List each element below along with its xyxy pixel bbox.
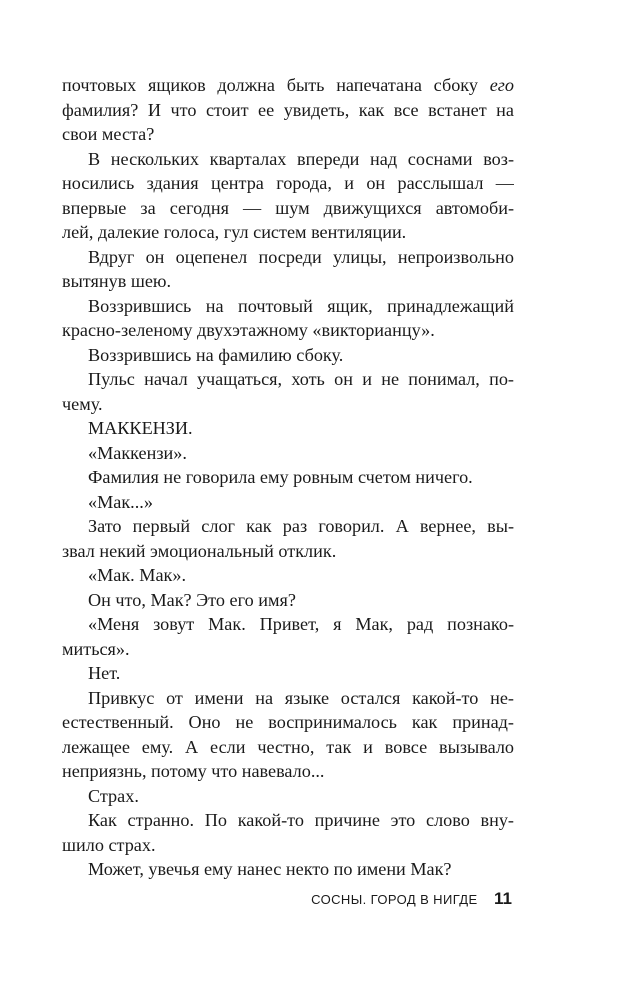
text-line: естественный. Оно не воспринималось как принад-: [62, 712, 514, 732]
text-line: Может, увечья ему нанес некто по имени Мак?: [88, 859, 452, 879]
text-line: Он что, Мак? Это его имя?: [88, 589, 296, 610]
text-line: почтовых ящиков должна быть напечатана сбоку его: [62, 75, 514, 95]
body-text: [62, 73, 514, 882]
text-line: «Маккензи».: [88, 442, 187, 463]
text-line: лей, далекие голоса, гул систем вентиляции.: [62, 222, 407, 242]
text-line: «Мак. Мак».: [88, 565, 186, 585]
text-line: Как странно. По какой-то причине это слово вну-: [88, 810, 514, 830]
text-line: носились здания центра города, и он расслышал —: [62, 173, 514, 193]
text-line: неприязнь, потому что навевало...: [62, 761, 325, 781]
running-title: СОСНЫ. ГОРОД В НИГДЕ: [311, 892, 478, 907]
text-line: Страх.: [88, 785, 139, 806]
text-line: Нет.: [88, 663, 121, 683]
text-line: вытянув шею.: [62, 271, 172, 291]
text-line: МАККЕНЗИ.: [88, 418, 193, 438]
text-line: красно-зеленому двухэтажному «викторианцу».: [62, 320, 435, 340]
text-line: Вдруг он оцепенел посреди улицы, непроизвольно: [88, 246, 514, 267]
text-line: Фамилия не говорила ему ровным счетом ничего.: [88, 467, 473, 487]
text-line: Воззрившись на фамилию сбоку.: [88, 344, 344, 365]
page-footer: [311, 889, 512, 910]
text-line: шило страх.: [62, 834, 156, 855]
text-line: «Мак...»: [88, 491, 153, 512]
text-line: Привкус от имени на языке остался какой-то не-: [88, 687, 514, 708]
text-line: миться».: [62, 638, 130, 659]
text-line: В нескольких кварталах впереди над соснами воз-: [88, 148, 514, 169]
text-line: звал некий эмоциональный отклик.: [62, 540, 337, 561]
text-line: впервые за сегодня — шум движущихся автомоби-: [62, 197, 514, 218]
italic-word: его: [489, 75, 514, 95]
text-line: Зато первый слог как раз говорил. А вернее, вы-: [88, 516, 514, 536]
text-line: свои места?: [62, 124, 155, 144]
text-line: лежащее ему. А если честно, так и вовсе вызывало: [62, 736, 514, 757]
text-line: «Меня зовут Мак. Привет, я Мак, рад познако-: [88, 614, 514, 634]
text-line: фамилия? И что стоит ее увидеть, как все встанет на: [62, 99, 514, 120]
text-line: чему.: [62, 393, 103, 414]
text-line: Воззрившись на почтовый ящик, принадлежащий: [88, 295, 514, 316]
text-line: Пульс начал учащаться, хоть он и не понимал, по-: [88, 369, 514, 389]
page-number: 11: [494, 889, 512, 908]
